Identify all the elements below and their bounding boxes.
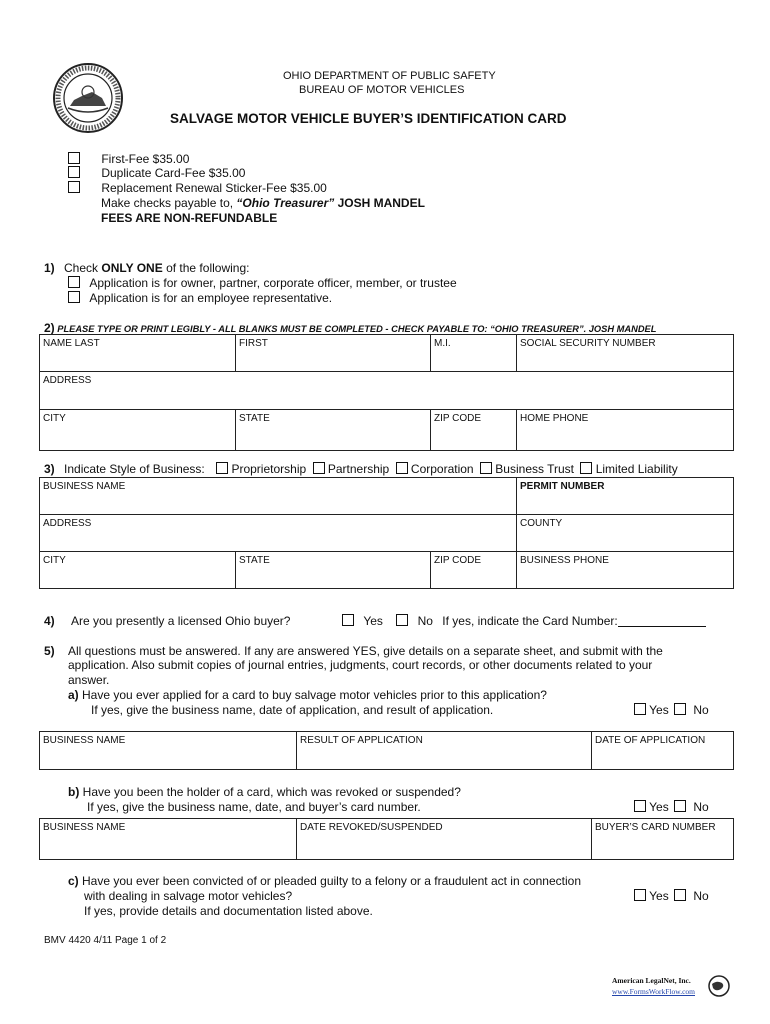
q1-employee-checkbox[interactable] <box>68 291 80 303</box>
q5c-question <box>68 874 581 888</box>
business-city-label: CITY <box>43 555 66 566</box>
q5b-yes-label: Yes <box>649 800 669 814</box>
q5b-no-label: No <box>693 800 709 814</box>
q5-line1: All questions must be answered. If any are answered YES, give details on a separate sheet, and submit with the <box>68 644 663 658</box>
business-zip-label: ZIP CODE <box>434 555 482 566</box>
home-phone-field[interactable] <box>517 410 733 450</box>
fee-replacement-label: Replacement Renewal Sticker-Fee $35.00 <box>101 181 327 195</box>
partnership-label: Partnership <box>327 462 390 476</box>
card-number-input[interactable] <box>618 614 706 627</box>
q5a-no-checkbox[interactable] <box>674 703 686 715</box>
q5a-question <box>68 688 547 702</box>
q5c-yes-label: Yes <box>649 889 669 903</box>
q5c-no-label: No <box>693 889 709 903</box>
q5b-label: b) <box>68 785 80 799</box>
q5b-question <box>68 785 461 799</box>
q4-yes-checkbox[interactable] <box>342 614 354 626</box>
business-trust-label: Business Trust <box>495 462 574 476</box>
fee-first-label: First-Fee $35.00 <box>101 152 190 166</box>
payable-name: JOSH MANDEL <box>337 196 425 210</box>
q1-employee-label: Application is for an employee representative. <box>89 291 333 305</box>
q5c-text3: If yes, provide details and documentation listed above. <box>84 904 373 918</box>
q5-number: 5) <box>44 644 55 658</box>
q1-option-employee <box>68 291 332 305</box>
q1-suffix: of the following: <box>166 261 250 275</box>
q1-owner-label: Application is for owner, partner, corporate officer, member, or trustee <box>89 276 457 290</box>
q4-no-label: No <box>417 614 433 628</box>
zip-field[interactable] <box>431 410 517 450</box>
q5c-text: Have you ever been convicted of or pleaded guilty to a felony or a fraudulent act in connection <box>82 874 581 888</box>
q5a-col-date: DATE OF APPLICATION <box>595 735 706 746</box>
business-city-field[interactable] <box>40 552 236 588</box>
q5a-text2: If yes, give the business name, date of application, and result of application. <box>91 703 494 717</box>
q1-only-one: ONLY ONE <box>101 261 163 275</box>
q5a-yes-checkbox[interactable] <box>634 703 646 715</box>
address-label: ADDRESS <box>43 375 92 386</box>
page-title: SALVAGE MOTOR VEHICLE BUYER’S IDENTIFICATION CARD <box>170 111 567 126</box>
permit-number-label: PERMIT NUMBER <box>520 481 605 492</box>
q5b-answers <box>634 800 709 814</box>
q5b-table <box>39 818 734 860</box>
q4-answers <box>342 614 706 628</box>
q1-heading <box>44 261 249 275</box>
proprietorship-checkbox[interactable] <box>216 462 228 474</box>
form-id: BMV 4420 4/11 Page 1 of 2 <box>44 935 167 946</box>
state-field[interactable] <box>236 410 431 450</box>
q1-owner-checkbox[interactable] <box>68 276 80 288</box>
q5-line2: application. Also submit copies of journal entries, judgments, court records, or other documents related to your <box>68 658 653 672</box>
payable-line <box>101 196 425 210</box>
q1-prefix: Check <box>64 261 99 275</box>
q5a-yes-label: Yes <box>649 703 669 717</box>
q4-card-number-label: If yes, indicate the Card Number: <box>442 614 618 628</box>
q5c-answers <box>634 889 709 903</box>
business-name-field[interactable] <box>40 478 517 515</box>
q5a-col-business-name: BUSINESS NAME <box>43 735 126 746</box>
business-phone-label: BUSINESS PHONE <box>520 555 609 566</box>
proprietorship-label: Proprietorship <box>231 462 307 476</box>
q4-question: Are you presently a licensed Ohio buyer? <box>71 614 291 628</box>
q3-label: Indicate Style of Business: <box>64 462 205 476</box>
dept-heading: OHIO DEPARTMENT OF PUBLIC SAFETY <box>283 70 496 82</box>
fee-first-row <box>68 152 189 166</box>
q5c-text2: with dealing in salvage motor vehicles? <box>84 889 293 903</box>
q4-yes-label: Yes <box>363 614 383 628</box>
q5a-answers <box>634 703 709 717</box>
q5b-business-name-field[interactable] <box>40 819 297 859</box>
limited-liability-label: Limited Liability <box>595 462 678 476</box>
q2-number: 2) <box>44 321 55 335</box>
q5a-text: Have you ever applied for a card to buy salvage motor vehicles prior to this application? <box>82 688 547 702</box>
business-address-field[interactable] <box>40 515 517 552</box>
business-state-label: STATE <box>239 555 270 566</box>
personal-info-table <box>39 334 734 451</box>
q2-heading <box>44 321 656 335</box>
logo-website[interactable]: www.FormsWorkFlow.com <box>612 987 696 996</box>
q5a-table <box>39 731 734 770</box>
q4-no-checkbox[interactable] <box>396 614 408 626</box>
fee-duplicate-label: Duplicate Card-Fee $35.00 <box>101 166 246 180</box>
ohio-dps-seal-icon <box>52 62 124 134</box>
business-state-field[interactable] <box>236 552 431 588</box>
address-field[interactable] <box>40 372 733 410</box>
zip-label: ZIP CODE <box>434 413 482 424</box>
state-label: STATE <box>239 413 270 424</box>
q4-number: 4) <box>44 614 55 628</box>
payable-prefix: Make checks payable to, <box>101 196 234 210</box>
business-info-table <box>39 477 734 589</box>
ssn-label: SOCIAL SECURITY NUMBER <box>520 338 656 349</box>
name-last-label: NAME LAST <box>43 338 100 349</box>
nonrefundable-note: FEES ARE NON-REFUNDABLE <box>101 211 278 225</box>
q5c-no-checkbox[interactable] <box>674 889 686 901</box>
county-label: COUNTY <box>520 518 563 529</box>
q3-heading <box>44 462 678 476</box>
partnership-checkbox[interactable] <box>313 462 325 474</box>
fee-replacement-row <box>68 181 327 195</box>
fee-duplicate-row <box>68 166 245 180</box>
fee-replacement-checkbox[interactable] <box>68 181 80 193</box>
logo-company-name: American LegalNet, Inc. <box>612 976 691 985</box>
q1-option-owner <box>68 276 457 290</box>
q5b-yes-checkbox[interactable] <box>634 800 646 812</box>
home-phone-label: HOME PHONE <box>520 413 589 424</box>
permit-number-field[interactable] <box>517 478 733 515</box>
county-field[interactable] <box>517 515 733 552</box>
first-name-field[interactable] <box>236 335 431 372</box>
payable-treasurer: “Ohio Treasurer” <box>236 196 335 210</box>
q5b-text2: If yes, give the business name, date, and buyer’s card number. <box>87 800 421 814</box>
q5c-yes-checkbox[interactable] <box>634 889 646 901</box>
american-legalnet-logo <box>612 974 732 1000</box>
business-address-label: ADDRESS <box>43 518 92 529</box>
q3-number: 3) <box>44 462 55 476</box>
name-last-field[interactable] <box>40 335 236 372</box>
q5b-date-revoked-field[interactable] <box>297 819 592 859</box>
q5b-col-date-revoked: DATE REVOKED/SUSPENDED <box>300 822 443 833</box>
city-label: CITY <box>43 413 66 424</box>
globe-icon <box>708 975 730 997</box>
q5a-no-label: No <box>693 703 709 717</box>
q5-line3: answer. <box>68 673 110 687</box>
q5a-business-name-field[interactable] <box>40 732 297 769</box>
limited-liability-checkbox[interactable] <box>580 462 592 474</box>
q5a-result-field[interactable] <box>297 732 592 769</box>
business-trust-checkbox[interactable] <box>480 462 492 474</box>
corporation-label: Corporation <box>410 462 474 476</box>
q1-number: 1) <box>44 261 55 275</box>
q5b-col-card-number: BUYER’S CARD NUMBER <box>595 822 716 833</box>
mi-field[interactable] <box>431 335 517 372</box>
q5b-text: Have you been the holder of a card, which was revoked or suspended? <box>82 785 461 799</box>
business-phone-field[interactable] <box>517 552 733 588</box>
q5a-date-field[interactable] <box>592 732 733 769</box>
fee-duplicate-checkbox[interactable] <box>68 166 80 178</box>
q5b-card-number-field[interactable] <box>592 819 733 859</box>
ssn-field[interactable] <box>517 335 733 372</box>
mi-label: M.I. <box>434 338 451 349</box>
q5b-no-checkbox[interactable] <box>674 800 686 812</box>
q5c-label: c) <box>68 874 79 888</box>
q2-instruction: PLEASE TYPE OR PRINT LEGIBLY - ALL BLANKS MUST BE COMPLETED - CHECK PAYABLE TO: “OHIO TREASURER”. JOSH MANDEL <box>57 324 657 334</box>
q5a-col-result: RESULT OF APPLICATION <box>300 735 423 746</box>
bureau-heading: BUREAU OF MOTOR VEHICLES <box>299 84 465 96</box>
first-name-label: FIRST <box>239 338 268 349</box>
fee-first-checkbox[interactable] <box>68 152 80 164</box>
q5a-label: a) <box>68 688 79 702</box>
city-field[interactable] <box>40 410 236 450</box>
business-zip-field[interactable] <box>431 552 517 588</box>
q5b-col-business-name: BUSINESS NAME <box>43 822 126 833</box>
business-name-label: BUSINESS NAME <box>43 481 126 492</box>
corporation-checkbox[interactable] <box>396 462 408 474</box>
